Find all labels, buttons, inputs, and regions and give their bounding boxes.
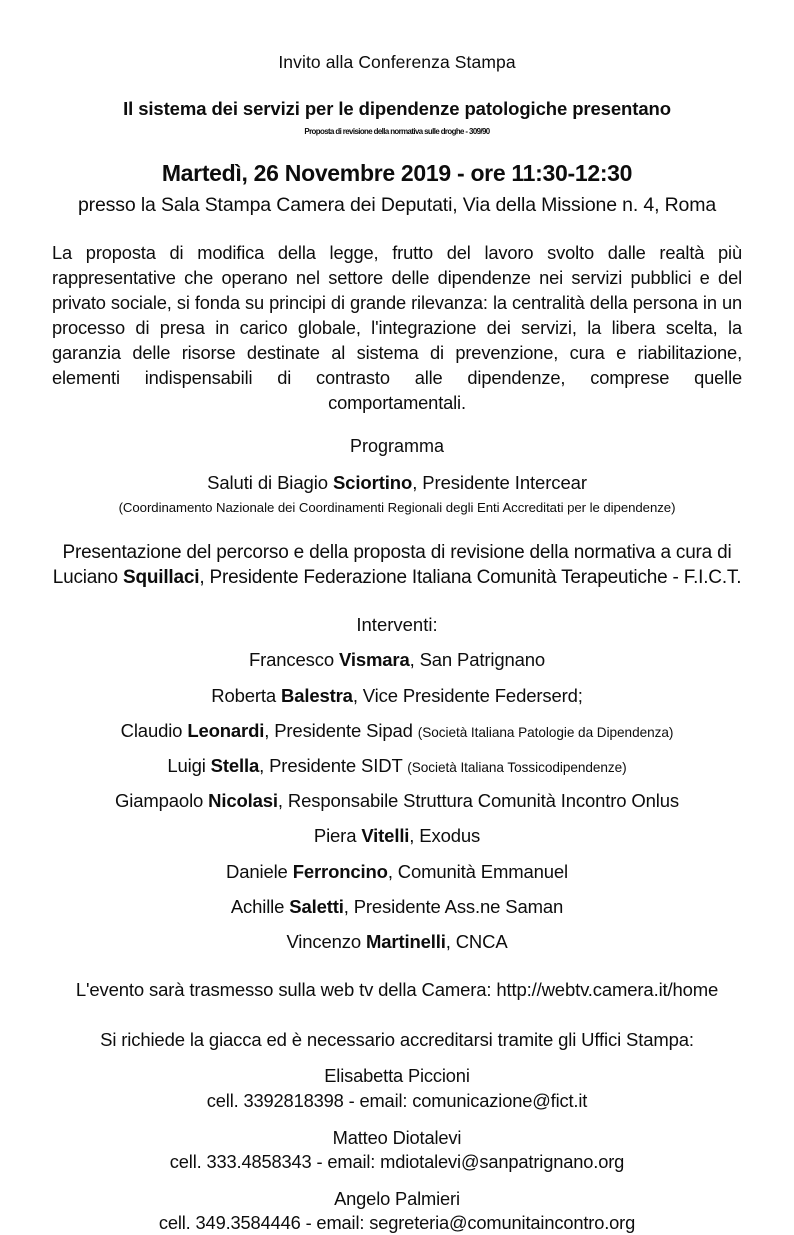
programma-presentation: [26, 540, 768, 591]
speaker-firstname: Francesco: [248, 649, 339, 671]
speaker-role: , Responsabile Struttura Comunità Incontro Onlus: [277, 790, 679, 812]
programma-heading: Programma: [349, 436, 445, 457]
speaker-firstname: Luigi: [167, 754, 211, 776]
speaker-role: , San Patrignano: [409, 649, 546, 671]
programma-greetings: [26, 472, 768, 494]
speaker-lastname: Martinelli: [366, 930, 446, 952]
accreditation-note: Si richiede la giacca ed è necessario accreditarsi tramite gli Uffici Stampa:: [100, 1029, 694, 1051]
speaker-lastname: Stella: [210, 754, 260, 776]
speaker-firstname: Achille: [230, 895, 290, 917]
interventi-heading: Interventi:: [356, 614, 438, 636]
speaker-role: , CNCA: [445, 930, 508, 952]
speaker-role: , Presidente SIDT: [259, 754, 408, 776]
greetings-organization-note: (Coordinamento Nazionale dei Coordinamenti Regionali degli Enti Accreditati per le dipendenze): [118, 499, 676, 515]
speaker-lastname: Balestra: [281, 684, 353, 706]
contact-details: cell. 333.4858343 - email: mdiotalevi@sanpatrignano.org: [169, 1150, 625, 1172]
intro-paragraph: La proposta di modifica della legge, frutto del lavoro svolto dalle realtà più rappresentative che operano nel settore delle dipendenze nei servizi pubblici e del privato sociale, si fonda su principi di grande rilevanza: la centralità della persona in un processo di presa in carico globale, l'integrazione dei servizi, la libera scelta, la garanzia delle risorse destinate al sistema di prevenzione, cura e riabilitazione, elementi indispensabili di contrasto alle dipendenze, comprese quelle comportamentali.: [52, 242, 742, 414]
speaker-lastname: Leonardi: [187, 719, 265, 741]
speaker-row: [26, 649, 768, 671]
event-kicker: Il sistema dei servizi per le dipendenze patologiche presentano: [123, 98, 671, 119]
speaker-role: , Vice Presidente Federserd;: [352, 684, 583, 706]
press-contact: [26, 1126, 768, 1174]
contact-details: cell. 3392818398 - email: comunicazione@fict.it: [206, 1089, 588, 1111]
presentation-description: Presentazione del percorso e della proposta di revisione della normativa a cura di: [62, 541, 732, 563]
speaker-org-note: (Società Italiana Tossicodipendenze): [407, 759, 627, 775]
speaker-role: , Presidente Sipad: [264, 719, 418, 741]
speaker-lastname: Vitelli: [361, 825, 410, 847]
speaker-row: [26, 790, 768, 812]
speaker-row: [26, 720, 768, 742]
contact-name: Matteo Diotalevi: [332, 1126, 462, 1148]
speaker-row: [26, 896, 768, 918]
speaker-lastname: Ferroncino: [292, 860, 388, 882]
invitation-document: [0, 52, 794, 1234]
greetings-speaker-name: Sciortino: [332, 471, 413, 493]
contact-details: cell. 349.3584446 - email: segreteria@comunitaincontro.org: [158, 1212, 636, 1234]
speaker-org-note: (Società Italiana Patologie da Dipendenza): [417, 724, 674, 740]
greetings-role: , Presidente Intercear: [412, 471, 587, 493]
speaker-firstname: Roberta: [211, 684, 281, 706]
contact-name: Angelo Palmieri: [334, 1188, 460, 1209]
speaker-role: , Comunità Emmanuel: [387, 860, 568, 882]
speaker-lastname: Vismara: [338, 649, 410, 671]
event-venue: presso la Sala Stampa Camera dei Deputati, Via della Missione n. 4, Roma: [77, 193, 717, 216]
speaker-row: [26, 825, 768, 847]
greetings-prefix: Saluti di Biagio: [207, 471, 333, 493]
press-contact: [26, 1187, 768, 1235]
press-contact: [26, 1064, 768, 1112]
speaker-firstname: Giampaolo: [115, 790, 209, 812]
speaker-role: , Presidente Ass.ne Saman: [343, 895, 564, 917]
speaker-firstname: Vincenzo: [286, 930, 367, 952]
webtv-streaming-note: L'evento sarà trasmesso sulla web tv della Camera: http://webtv.camera.it/home: [75, 979, 719, 1001]
presentation-prefix: Luciano: [52, 566, 123, 588]
invitation-subtitle: Invito alla Conferenza Stampa: [278, 52, 516, 72]
speaker-row: [26, 755, 768, 777]
speaker-row: [26, 931, 768, 953]
presentation-role: , Presidente Federazione Italiana Comunità Terapeutiche - F.I.C.T.: [199, 566, 742, 588]
speaker-firstname: Piera: [313, 825, 362, 847]
event-datetime: Martedì, 26 Novembre 2019 - ore 11:30-12:30: [161, 160, 633, 187]
speaker-lastname: Nicolasi: [208, 790, 278, 812]
speaker-lastname: Saletti: [289, 895, 344, 917]
speaker-role: , Exodus: [409, 825, 481, 847]
speaker-row: [26, 685, 768, 707]
speaker-firstname: Claudio: [120, 719, 188, 741]
speaker-firstname: Daniele: [226, 860, 293, 882]
page-title: Proposta di revisione della normativa sulle droghe - 309/90: [304, 127, 490, 137]
speaker-row: [26, 861, 768, 883]
presentation-speaker-name: Squillaci: [122, 566, 200, 588]
contact-name: Elisabetta Piccioni: [324, 1065, 470, 1087]
